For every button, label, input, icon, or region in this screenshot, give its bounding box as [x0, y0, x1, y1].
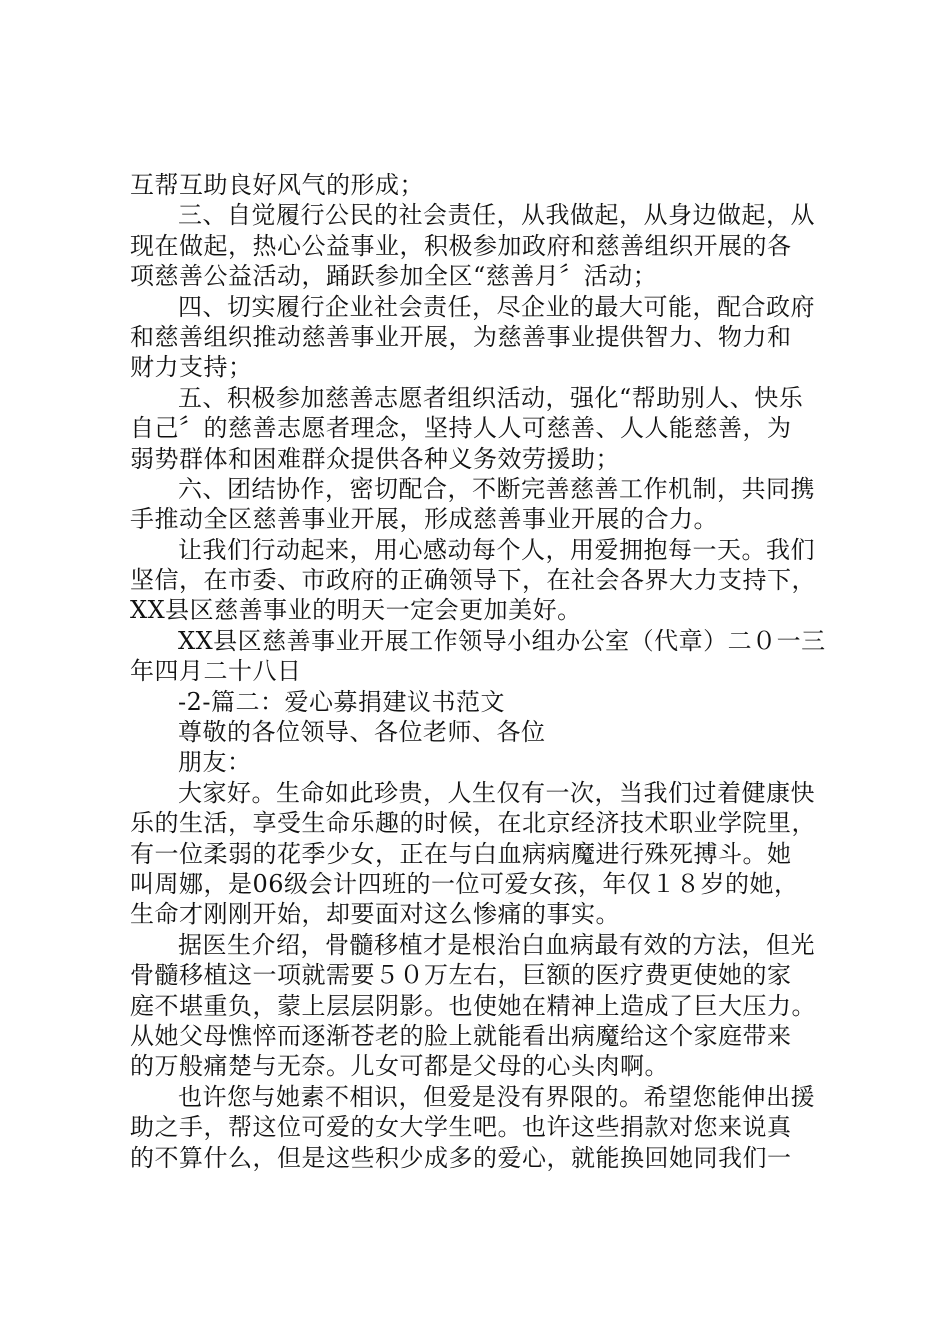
- text-line: 互帮互助良好风气的形成；: [130, 171, 424, 199]
- text-line: 生命才刚刚开始，却要面对这么惨痛的事实。: [130, 900, 620, 929]
- text-line: XX县区慈善事业的明天一定会更加美好。: [130, 596, 582, 625]
- text-line: 六、团结协作，密切配合，不断完善慈善工作机制，共同携: [178, 474, 815, 503]
- text-line: 骨髓移植这一项就需要５０万左右，巨额的医疗费更使她的家: [130, 961, 792, 990]
- text-line: 据医生介绍，骨髓移植才是根治白血病最有效的方法，但光: [178, 930, 815, 959]
- text-line: 让我们行动起来，用心感动每个人，用爱拥抱每一天。我们: [178, 535, 815, 564]
- text-line: XX县区慈善事业开展工作领导小组办公室（代章）二０一三: [178, 626, 826, 655]
- text-line: 现在做起，热心公益事业，积极参加政府和慈善组织开展的各: [130, 231, 792, 260]
- text-line: 乐的生活，享受生命乐趣的时候，在北京经济技术职业学院里，: [130, 809, 816, 838]
- text-line: 四、切实履行企业社会责任，尽企业的最大可能，配合政府: [178, 292, 815, 321]
- text-line: 有一位柔弱的花季少女，正在与白血病病魔进行殊死搏斗。她: [130, 839, 792, 868]
- text-line: 自己〞的慈善志愿者理念，坚持人人可慈善、人人能慈善，为: [130, 414, 792, 443]
- text-line: 庭不堪重负，蒙上层层阴影。也使她在精神上造成了巨大压力。: [130, 991, 816, 1020]
- text-line: 弱势群体和困难群众提供各种义务效劳援助；: [130, 444, 620, 473]
- text-line: 坚信，在市委、市政府的正确领导下，在社会各界大力支持下，: [130, 566, 816, 595]
- document-body: [130, 170, 840, 1173]
- text-line: 助之手，帮这位可爱的女大学生吧。也许这些捐款对您来说真: [130, 1113, 792, 1142]
- text-line: 也许您与她素不相识，但爱是没有界限的。希望您能伸出援: [178, 1082, 815, 1111]
- text-line: 五、积极参加慈善志愿者组织活动，强化“帮助别人、快乐: [178, 383, 804, 412]
- text-line: 三、自觉履行公民的社会责任，从我做起，从身边做起，从: [178, 201, 815, 230]
- text-line: 项慈善公益活动，踊跃参加全区“慈善月〞活动；: [130, 262, 658, 291]
- text-line: 从她父母憔悴而逐渐苍老的脸上就能看出病魔给这个家庭带来: [130, 1021, 792, 1050]
- text-line: 尊敬的各位领导、各位老师、各位: [178, 718, 546, 747]
- text-line: 叫周娜，是06级会计四班的一位可爱女孩，年仅１８岁的她，: [130, 869, 799, 898]
- text-line: 大家好。生命如此珍贵，人生仅有一次，当我们过着健康快: [178, 778, 815, 807]
- text-line: 手推动全区慈善事业开展，形成慈善事业开展的合力。: [130, 505, 718, 534]
- text-line: 朋友：: [178, 748, 252, 777]
- text-line: 年四月二十八日: [130, 657, 302, 686]
- text-line: 和慈善组织推动慈善事业开展，为慈善事业提供智力、物力和: [130, 322, 792, 351]
- text-line: -2-篇二：爱心募捐建议书范文: [178, 687, 505, 716]
- text-line: 的万般痛楚与无奈。儿女可都是父母的心头肉啊。: [130, 1052, 669, 1081]
- text-line: 财力支持；: [130, 353, 253, 382]
- text-line: 的不算什么，但是这些积少成多的爱心，就能换回她同我们一: [130, 1143, 792, 1172]
